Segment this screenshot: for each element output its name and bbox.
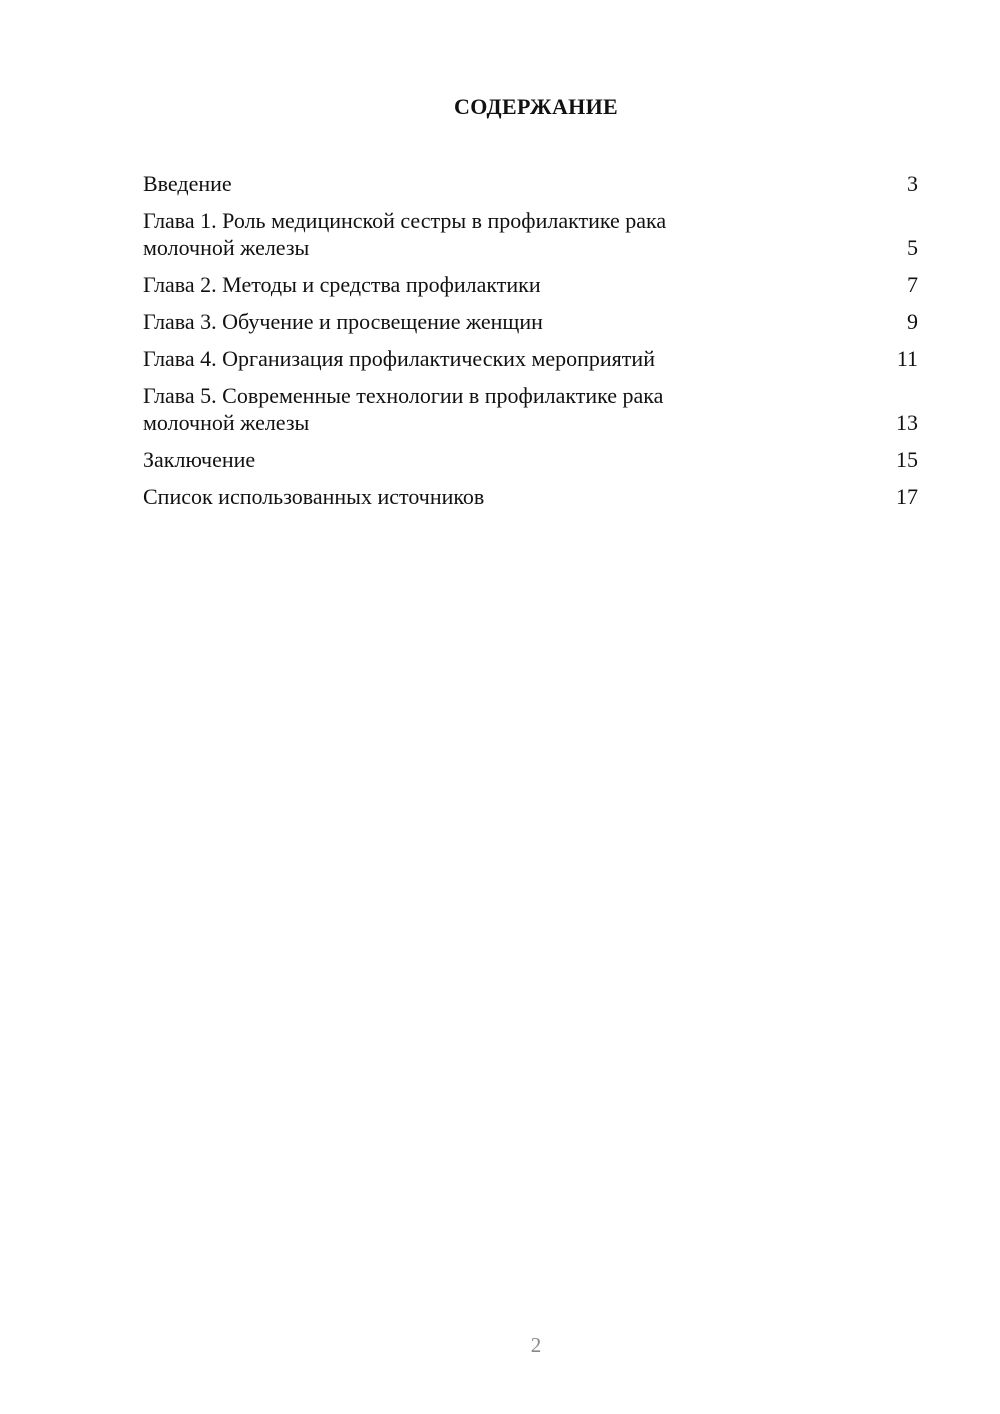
toc-entry-text: Глава 3. Обучение и просвещение женщин [143,309,543,334]
toc-entry-text: Глава 5. Современные технологии в профилактике рака молочной железы [143,383,664,435]
toc-entry-text: Заключение [143,447,256,472]
toc-entry-page: 7 [907,272,918,297]
toc-entry [143,170,918,197]
page-title: СОДЕРЖАНИЕ [454,94,618,119]
table-of-contents [143,170,918,520]
toc-entry [143,271,918,298]
toc-entry [143,207,918,261]
toc-entry [143,308,918,335]
toc-entry-page: 5 [907,235,918,260]
toc-entry-text: Список использованных источников [143,484,485,509]
toc-entry-page: 13 [896,410,918,435]
toc-entry [143,382,918,436]
toc-entry-page: 9 [907,309,918,334]
toc-entry [143,483,918,510]
toc-entry-page: 17 [896,484,918,509]
toc-entry [143,345,918,372]
toc-entry-text: Глава 1. Роль медицинской сестры в профилактике рака молочной железы [143,208,667,260]
toc-entry-page: 15 [896,447,918,472]
toc-entry-text: Глава 4. Организация профилактических мероприятий [143,346,655,371]
toc-entry-text: Глава 2. Методы и средства профилактики [143,272,541,297]
toc-entry [143,446,918,473]
page-number: 2 [530,1333,542,1357]
toc-entry-page: 11 [896,346,918,371]
toc-entry-page: 3 [907,171,918,196]
toc-entry-text: Введение [143,171,232,196]
